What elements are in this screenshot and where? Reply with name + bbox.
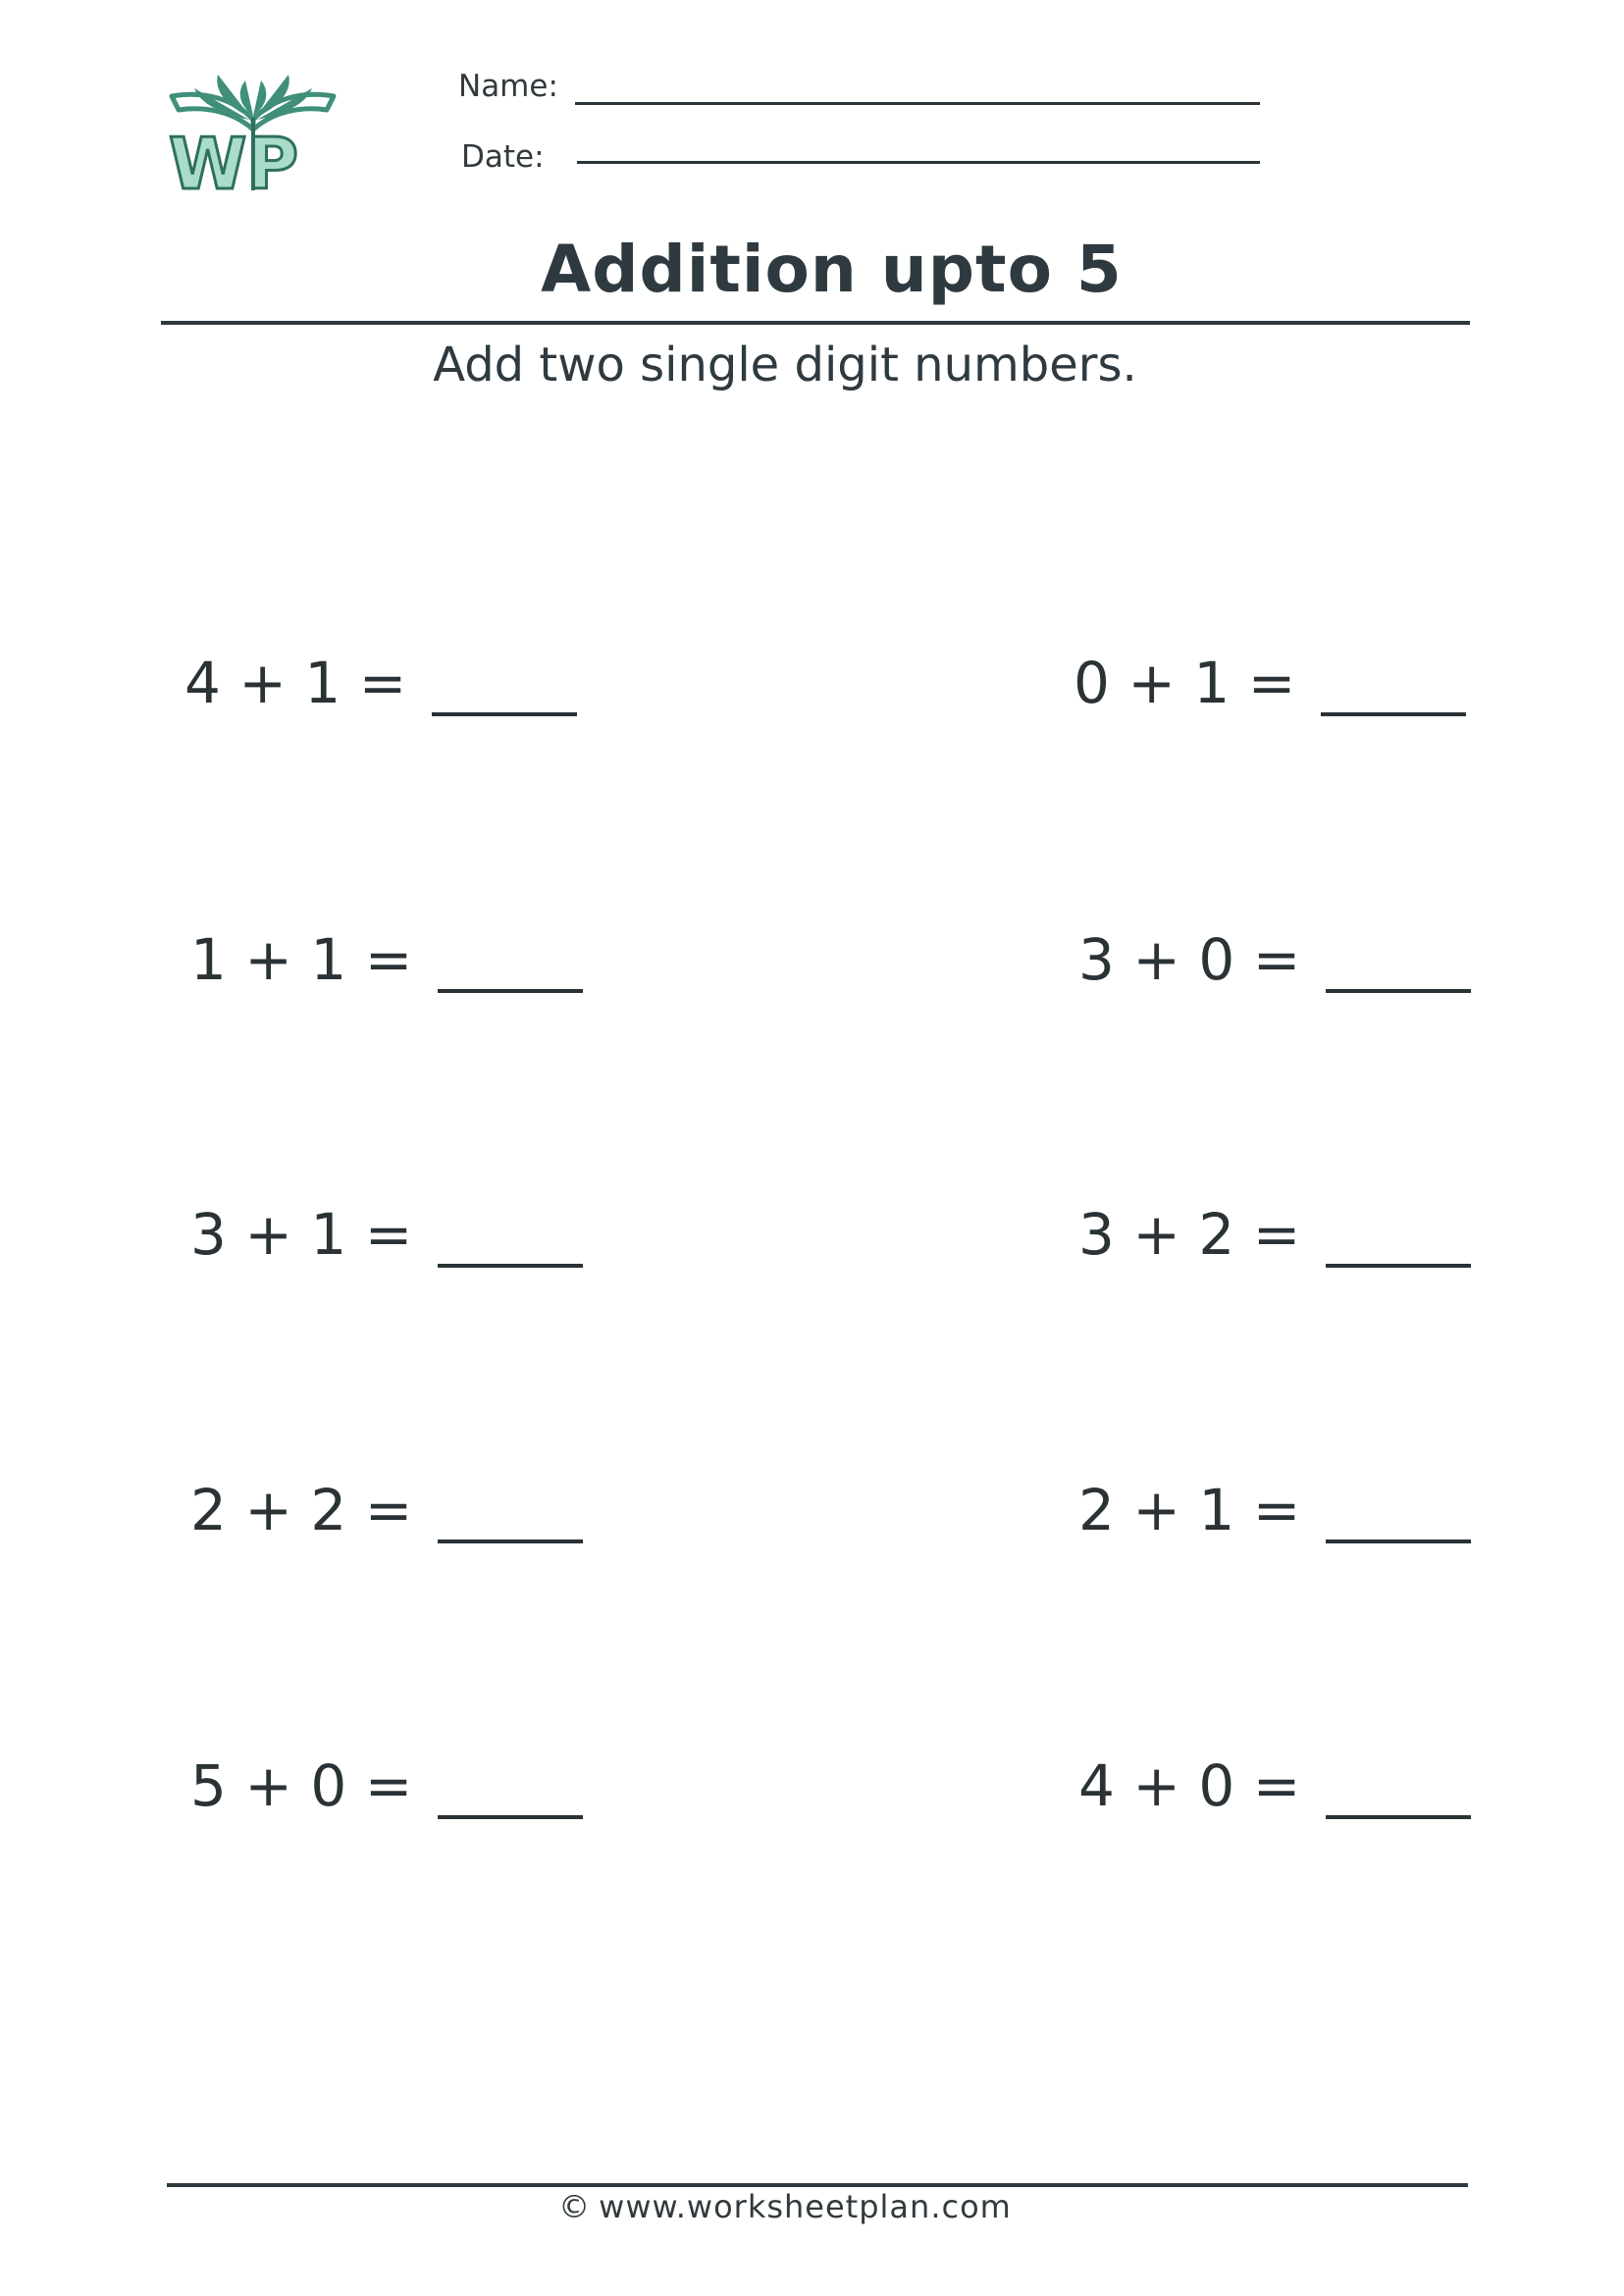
problem-10 (1078, 1747, 1471, 1825)
problem-5 (190, 1195, 583, 1274)
problem-expression: 2 + 2 = (190, 1477, 413, 1543)
date-field[interactable] (577, 161, 1260, 164)
problem-expression: 2 + 1 = (1078, 1477, 1301, 1543)
title-divider (161, 321, 1470, 325)
page-title: Addition upto 5 (541, 232, 1123, 307)
footer-divider (167, 2183, 1468, 2187)
instructions: Add two single digit numbers. (433, 338, 1137, 392)
problem-3 (190, 920, 583, 999)
answer-blank[interactable] (1326, 1815, 1471, 1819)
answer-blank[interactable] (438, 989, 583, 993)
problem-expression: 5 + 0 = (190, 1752, 413, 1819)
worksheetplan-logo (167, 61, 339, 198)
problem-2 (1074, 644, 1466, 722)
footer-website[interactable]: www.worksheetplan.com (599, 2188, 1012, 2225)
answer-blank[interactable] (438, 1264, 583, 1268)
date-label: Date: (461, 139, 545, 175)
answer-blank[interactable] (1321, 712, 1466, 716)
problem-6 (1078, 1195, 1471, 1274)
answer-blank[interactable] (1326, 1539, 1471, 1543)
copyright-icon: © (558, 2188, 592, 2225)
answer-blank[interactable] (438, 1539, 583, 1543)
problem-expression: 3 + 0 = (1078, 926, 1301, 993)
problem-8 (1078, 1471, 1471, 1549)
problem-4 (1078, 920, 1471, 999)
answer-blank[interactable] (1326, 1264, 1471, 1268)
answer-blank[interactable] (432, 712, 577, 716)
problem-9 (190, 1747, 583, 1825)
problem-expression: 4 + 0 = (1078, 1752, 1301, 1819)
answer-blank[interactable] (438, 1815, 583, 1819)
problem-expression: 3 + 2 = (1078, 1201, 1301, 1268)
problem-expression: 4 + 1 = (184, 650, 407, 716)
name-field[interactable] (575, 102, 1260, 105)
problem-expression: 1 + 1 = (190, 926, 413, 993)
answer-blank[interactable] (1326, 989, 1471, 993)
problem-7 (190, 1471, 583, 1549)
problem-expression: 3 + 1 = (190, 1201, 413, 1268)
problem-1 (184, 644, 577, 722)
logo-letters: WP (169, 123, 299, 198)
footer (0, 2188, 1570, 2225)
name-label: Name: (458, 69, 558, 104)
problem-expression: 0 + 1 = (1074, 650, 1296, 716)
